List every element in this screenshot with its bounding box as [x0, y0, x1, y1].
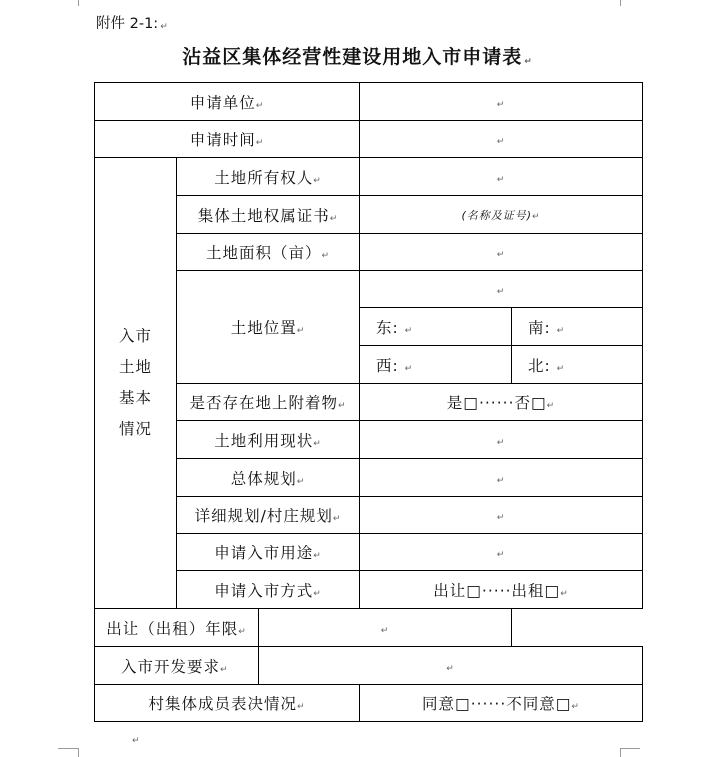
paragraph-mark: ↵ — [496, 174, 506, 185]
applicant-unit-label — [95, 83, 360, 121]
paragraph-mark: ↵ — [313, 175, 322, 186]
collective-vote-options[interactable] — [360, 685, 643, 722]
market-method-checkboxes[interactable]: 出让□·····出租□ — [433, 581, 561, 600]
attachments-checkboxes[interactable]: 是□······否□ — [446, 394, 547, 412]
vote-checkboxes[interactable]: 同意□······不同意□ — [422, 695, 572, 713]
detailed-plan-text: 详细规划/村庄规划 — [194, 507, 333, 525]
land-use-label — [177, 421, 360, 459]
application-time-field[interactable] — [360, 121, 643, 158]
collective-vote-text: 村集体成员表决情况 — [148, 695, 297, 713]
table-row — [95, 196, 643, 234]
paragraph-mark: ↵ — [313, 438, 322, 449]
master-plan-label — [177, 459, 360, 497]
form-title — [0, 42, 715, 69]
paragraph-mark: ↵ — [220, 664, 229, 675]
development-requirements-label — [95, 647, 259, 685]
south-label: 南: — [528, 318, 551, 337]
paragraph-mark: ↵ — [496, 437, 506, 448]
west-label: 西: — [376, 356, 399, 375]
north-boundary-field[interactable] — [512, 346, 643, 384]
form-title-text: 沾益区集体经营性建设用地入市申请表 — [182, 46, 523, 68]
land-location-label — [177, 271, 360, 384]
land-use-field[interactable] — [360, 421, 643, 459]
attachments-label — [177, 384, 360, 421]
label-line: 基本 — [118, 389, 152, 407]
paragraph-mark: ↵ — [160, 22, 168, 32]
paragraph-mark: ↵ — [404, 363, 414, 374]
label-line: 情况 — [118, 420, 152, 438]
application-time-text: 申请时间 — [189, 131, 256, 149]
paragraph-mark: ↵ — [296, 326, 306, 336]
paragraph-mark: ↵ — [321, 251, 331, 261]
label-line: 土地 — [118, 358, 152, 376]
paragraph-mark: ↵ — [255, 138, 265, 148]
table-row — [95, 121, 643, 158]
land-area-field[interactable] — [360, 234, 643, 271]
development-requirements-text: 入市开发要求 — [121, 657, 221, 676]
certificate-text: 集体土地权属证书 — [197, 206, 330, 225]
paragraph-mark: ↵ — [496, 137, 506, 147]
collective-vote-label — [95, 685, 360, 722]
paragraph-mark: ↵ — [132, 736, 140, 746]
lease-term-label — [95, 609, 259, 647]
detailed-plan-label — [177, 497, 360, 534]
applicant-unit-field[interactable] — [360, 83, 643, 121]
paragraph-mark: ↵ — [496, 287, 506, 297]
table-row — [95, 534, 643, 571]
paragraph-mark: ↵ — [524, 57, 533, 67]
applicant-unit-text: 申请单位 — [189, 93, 256, 112]
market-method-text: 申请入市方式 — [214, 581, 314, 600]
east-label: 东: — [376, 318, 399, 337]
certificate-field[interactable] — [360, 196, 643, 234]
table-row — [95, 83, 643, 121]
table-row — [95, 497, 643, 534]
paragraph-mark: ↵ — [571, 702, 580, 712]
crop-mark-top-left — [58, 0, 79, 6]
master-plan-field[interactable] — [360, 459, 643, 497]
land-location-text: 土地位置 — [230, 319, 297, 337]
development-requirements-field[interactable] — [259, 647, 643, 685]
land-area-text: 土地面积（亩） — [205, 244, 322, 262]
paragraph-mark: ↵ — [313, 551, 322, 561]
label-line: 入市 — [118, 327, 152, 345]
application-time-label — [95, 121, 360, 158]
paragraph-mark: ↵ — [337, 401, 347, 411]
paragraph-mark: ↵ — [332, 514, 342, 524]
paragraph-mark: ↵ — [255, 100, 265, 111]
table-row — [95, 647, 643, 685]
table-row — [95, 234, 643, 271]
paragraph-mark: ↵ — [404, 325, 414, 336]
paragraph-mark: ↵ — [380, 625, 390, 636]
land-owner-label — [177, 158, 360, 196]
paragraph-mark: ↵ — [560, 588, 569, 599]
certificate-label — [177, 196, 360, 234]
table-row — [95, 459, 643, 497]
paragraph-mark: ↵ — [496, 475, 506, 486]
land-owner-field[interactable] — [360, 158, 643, 196]
section-basic-info-label — [95, 158, 177, 609]
paragraph-mark: ↵ — [546, 401, 556, 411]
paragraph-mark: ↵ — [238, 626, 247, 637]
lease-term-text: 出让（出租）年限 — [106, 619, 239, 638]
paragraph-mark: ↵ — [496, 250, 506, 260]
attachment-label-text: 附件 2-1: — [96, 16, 159, 32]
south-boundary-field[interactable] — [512, 308, 643, 346]
paragraph-mark: ↵ — [296, 702, 306, 712]
crop-mark-bottom-left-v — [78, 748, 79, 757]
paragraph-mark: ↵ — [496, 550, 506, 560]
west-boundary-field[interactable] — [360, 346, 512, 384]
table-row — [95, 685, 643, 722]
certificate-hint: (名称及证号) — [461, 208, 533, 222]
table-row — [95, 609, 643, 647]
table-row — [95, 421, 643, 459]
land-use-text: 土地利用现状 — [214, 431, 314, 450]
attachments-options[interactable] — [360, 384, 643, 421]
master-plan-text: 总体规划 — [230, 469, 297, 488]
market-use-field[interactable] — [360, 534, 643, 571]
paragraph-mark: ↵ — [496, 99, 506, 110]
paragraph-mark: ↵ — [556, 325, 566, 336]
application-form-table — [94, 82, 643, 722]
market-use-text: 申请入市用途 — [214, 544, 314, 562]
paragraph-mark: ↵ — [496, 513, 506, 523]
land-location-field[interactable] — [360, 271, 643, 308]
paragraph-mark: ↵ — [329, 213, 339, 224]
vertical-label — [119, 321, 152, 445]
table-row — [95, 571, 643, 609]
lease-term-field[interactable] — [259, 609, 512, 647]
market-method-options[interactable] — [360, 571, 643, 609]
east-boundary-field[interactable] — [360, 308, 512, 346]
crop-mark-bottom-right-v — [620, 748, 621, 757]
paragraph-mark: ↵ — [313, 588, 322, 599]
north-label: 北: — [528, 356, 551, 375]
crop-mark-bottom-right-h — [620, 748, 640, 749]
attachment-label — [96, 12, 168, 33]
crop-mark-bottom-left-h — [58, 748, 78, 749]
market-use-label — [177, 534, 360, 571]
paragraph-mark: ↵ — [532, 211, 541, 222]
paragraph-mark: ↵ — [446, 663, 455, 674]
market-method-label — [177, 571, 360, 609]
detailed-plan-field[interactable] — [360, 497, 643, 534]
table-row — [95, 384, 643, 421]
table-row — [95, 158, 643, 196]
land-owner-text: 土地所有权人 — [214, 168, 314, 187]
land-area-label — [177, 234, 360, 271]
paragraph-mark: ↵ — [296, 476, 306, 487]
attachments-text: 是否存在地上附着物 — [189, 394, 338, 412]
crop-mark-top-right — [620, 0, 621, 6]
paragraph-mark: ↵ — [556, 363, 566, 374]
table-row — [95, 271, 643, 308]
